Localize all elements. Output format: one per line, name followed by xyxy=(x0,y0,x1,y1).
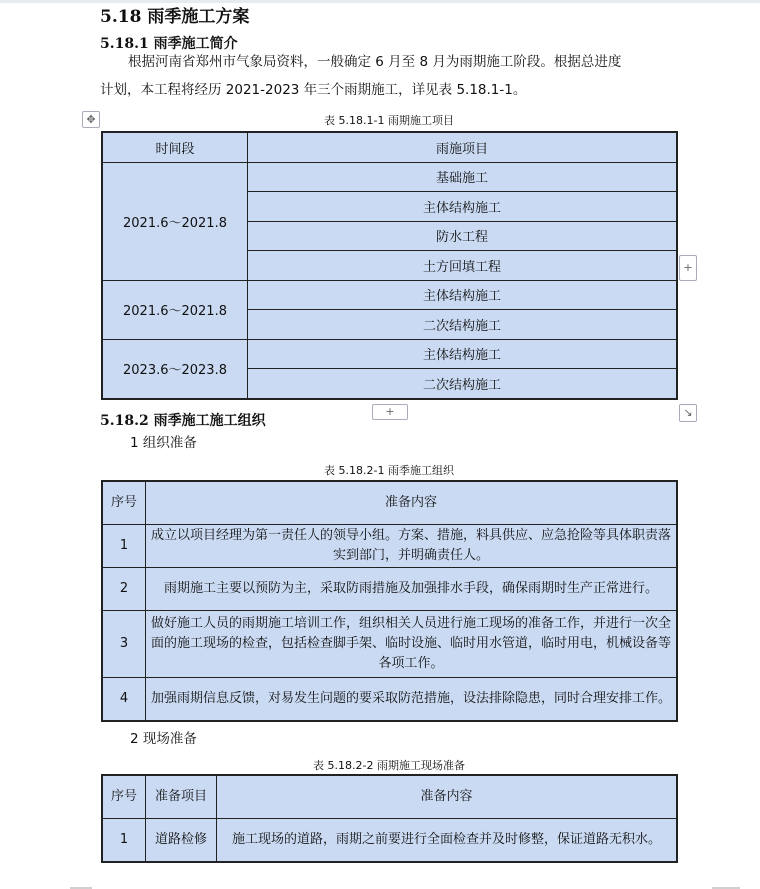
table1-period-cell: 2021.6～2021.8 xyxy=(102,162,248,280)
add-column-button[interactable]: + xyxy=(679,255,697,281)
table1-item-cell: 防水工程 xyxy=(248,221,678,251)
table3-content-cell: 施工现场的道路，雨期之前要进行全面检查并及时修整，保证道路无积水。 xyxy=(217,819,678,863)
table2-no-cell: 1 xyxy=(102,525,146,568)
subheading-organization: 1 组织准备 xyxy=(130,435,197,451)
table3-caption: 表 5.18.2-2 雨期施工现场准备 xyxy=(313,759,465,772)
table-row xyxy=(102,678,677,722)
table-row xyxy=(102,339,677,369)
table2-content-cell: 加强雨期信息反馈，对易发生问题的要采取防范措施，设法排除隐患，同时合理安排工作。 xyxy=(146,678,678,722)
table1-item-cell: 基础施工 xyxy=(248,162,678,192)
table2-no-cell: 4 xyxy=(102,678,146,722)
table-row xyxy=(102,162,677,192)
table-rainy-season-organization xyxy=(101,480,678,722)
table1-period-cell: 2023.6～2023.8 xyxy=(102,339,248,399)
table3-header-content: 准备内容 xyxy=(217,775,678,819)
intro-line-2: 计划，本工程将经历 2021-2023 年三个雨期施工，详见表 5.18.1-1。 xyxy=(100,82,527,98)
table2-header-content: 准备内容 xyxy=(146,481,678,525)
table1-header-row xyxy=(102,132,677,162)
table1-caption: 表 5.18.1-1 雨期施工项目 xyxy=(324,114,454,127)
table1-item-cell: 主体结构施工 xyxy=(248,280,678,310)
table-row xyxy=(102,525,677,568)
section-heading-5-18-1: 5.18.1 雨季施工简介 xyxy=(100,36,238,52)
table3-item-cell: 道路检修 xyxy=(146,819,217,863)
table1-header-items: 雨施项目 xyxy=(248,132,678,162)
resize-table-icon[interactable]: ↘ xyxy=(679,404,697,422)
table1-period-cell: 2021.6～2021.8 xyxy=(102,280,248,339)
table2-caption: 表 5.18.2-1 雨季施工组织 xyxy=(324,464,454,477)
table-move-handle-icon[interactable]: ✥ xyxy=(82,111,100,128)
subheading-site-preparation: 2 现场准备 xyxy=(130,731,197,747)
table1-item-cell: 主体结构施工 xyxy=(248,192,678,222)
table-site-preparation xyxy=(101,774,678,863)
intro-paragraph xyxy=(100,48,678,104)
section-heading-5-18-2: 5.18.2 雨季施工施工组织 xyxy=(100,413,266,429)
table-row xyxy=(102,611,677,678)
section-heading-5-18: 5.18 雨季施工方案 xyxy=(100,7,250,27)
table-row xyxy=(102,819,677,863)
table3-no-cell: 1 xyxy=(102,819,146,863)
table1-header-period: 时间段 xyxy=(102,132,248,162)
table1-item-cell: 主体结构施工 xyxy=(248,339,678,369)
table3-header-no: 序号 xyxy=(102,775,146,819)
table1-item-cell: 二次结构施工 xyxy=(248,369,678,399)
table2-content-cell: 雨期施工主要以预防为主，采取防雨措施及加强排水手段，确保雨期时生产正常进行。 xyxy=(146,568,678,611)
table2-content-cell: 做好施工人员的雨期施工培训工作，组织相关人员进行施工现场的准备工作，并进行一次全面的施工现场的检查，包括检查脚手架、临时设施、临时用水管道，临时用电，机械设备等各项工作。 xyxy=(146,611,678,678)
table3-header-row xyxy=(102,775,677,819)
table-row xyxy=(102,568,677,611)
table2-no-cell: 3 xyxy=(102,611,146,678)
table1-item-cell: 二次结构施工 xyxy=(248,310,678,340)
add-row-button[interactable]: + xyxy=(372,404,408,420)
table2-content-cell: 成立以项目经理为第一责任人的领导小组。方案、措施，料具供应、应急抢险等具体职责落实到部门，并明确责任人。 xyxy=(146,525,678,568)
table-rainy-season-items xyxy=(101,131,678,400)
table2-header-row xyxy=(102,481,677,525)
table-row xyxy=(102,280,677,310)
table1-item-cell: 土方回填工程 xyxy=(248,251,678,281)
table3-header-item: 准备项目 xyxy=(146,775,217,819)
table2-header-no: 序号 xyxy=(102,481,146,525)
intro-line-1: 根据河南省郑州市气象局资料，一般确定 6 月至 8 月为雨期施工阶段。根据总进度 xyxy=(128,54,622,70)
table2-no-cell: 2 xyxy=(102,568,146,611)
